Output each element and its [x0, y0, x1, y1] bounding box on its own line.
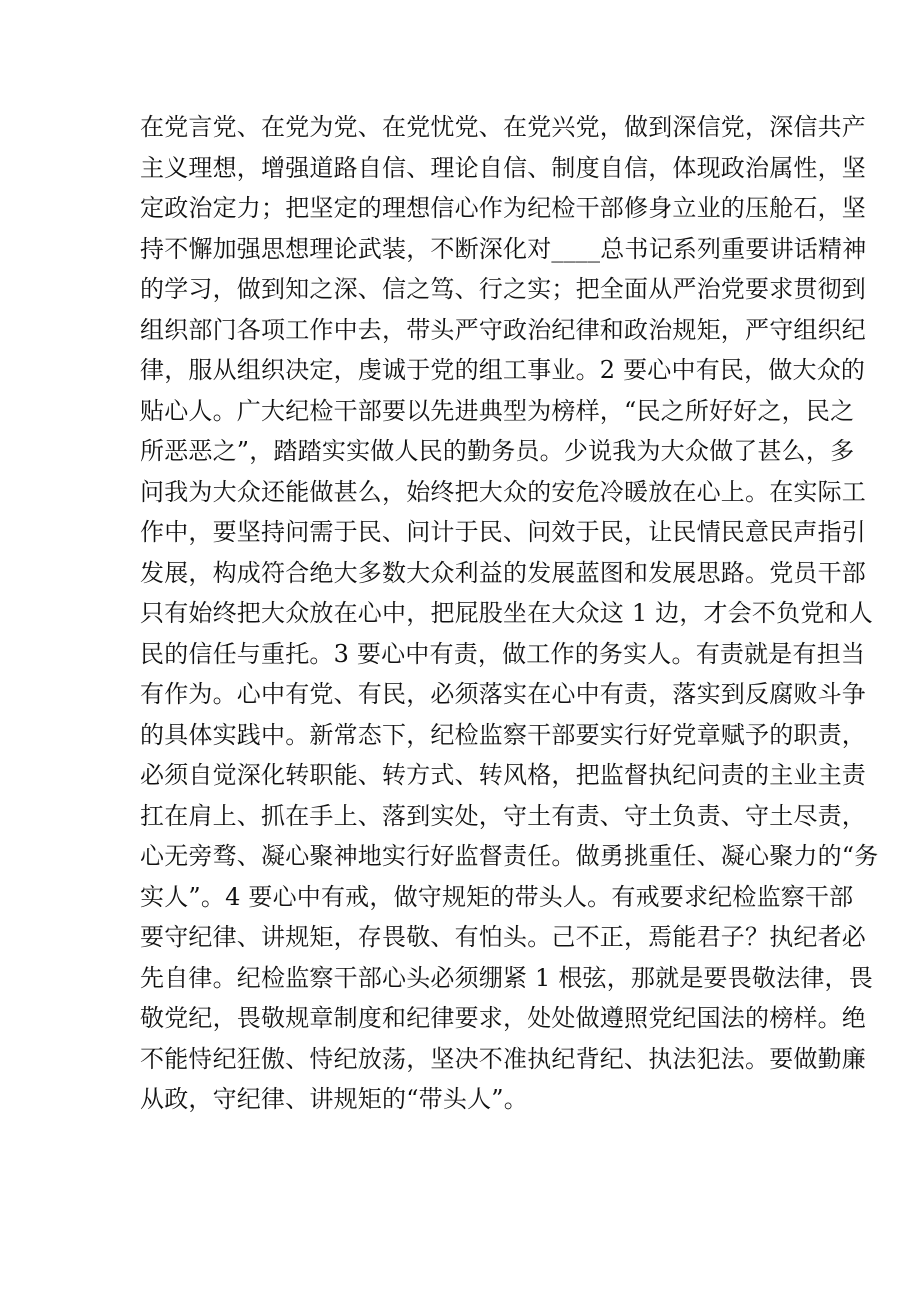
text-line: 敬党纪，畏敬规章制度和纪律要求，处处做遵照党纪国法的榜样。绝 — [140, 1004, 866, 1032]
text-line: 从政，守纪律、讲规矩的“带头人”。 — [140, 1085, 528, 1113]
text-line: 心无旁骛、凝心聚神地实行好监督责任。做勇挑重任、凝心聚力的“务 — [140, 842, 879, 870]
text-line: 民的信任与重托。3 要心中有责，做工作的务实人。有责就是有担当 — [140, 639, 866, 668]
text-line: 的具体实践中。新常态下，纪检监察干部要实行好党章赋予的职责， — [140, 720, 866, 749]
text-line: 有作为。心中有党、有民，必须落实在心中有责，落实到反腐败斗争 — [140, 680, 866, 708]
text-line: 作中，要坚持问需于民、问计于民、问效于民，让民情民意民声指引 — [140, 518, 866, 546]
text-line: 必须自觉深化转职能、转方式、转风格，把监督执纪问责的主业主责 — [140, 761, 866, 789]
text-line: 不能恃纪狂傲、恃纪放荡，坚决不准执纪背纪、执法犯法。要做勤廉 — [140, 1044, 866, 1073]
text-line: 持不懈加强思想理论武装，不断深化对____总书记系列重要讲话精神 — [140, 234, 867, 263]
text-line: 组织部门各项工作中去，带头严守政治纪律和政治规矩，严守组织纪 — [140, 315, 866, 344]
text-line: 扛在肩上、抓在手上、落到实处，守土有责、守土负责、守土尽责， — [140, 801, 866, 830]
text-line: 律，服从组织决定，虔诚于党的组工事业。2 要心中有民，做大众的 — [140, 356, 866, 384]
text-line: 定政治定力；把坚定的理想信心作为纪检干部修身立业的压舱石，坚 — [140, 194, 866, 222]
text-line: 实人”。4 要心中有戒，做守规矩的带头人。有戒要求纪检监察干部 — [140, 882, 854, 911]
text-line: 主义理想，增强道路自信、理论自信、制度自信，体现政治属性，坚 — [140, 153, 866, 182]
text-line: 要守纪律、讲规矩，存畏敬、有怕头。己不正，焉能君子？执纪者必 — [140, 923, 866, 951]
text-line: 贴心人。广大纪检干部要以先进典型为榜样，“民之所好好之，民之 — [140, 396, 855, 425]
text-line: 在党言党、在党为党、在党忧党、在党兴党，做到深信党，深信共产 — [140, 113, 866, 141]
text-line: 的学习，做到知之深、信之笃、行之实；把全面从严治党要求贯彻到 — [140, 275, 866, 303]
text-line: 发展，构成符合绝大多数大众利益的发展蓝图和发展思路。党员干部 — [140, 558, 866, 587]
body-paragraph — [140, 107, 879, 1120]
text-line: 先自律。纪检监察干部心头必须绷紧 1 根弦，那就是要畏敬法律，畏 — [140, 963, 873, 992]
text-line: 问我为大众还能做甚么，始终把大众的安危冷暖放在心上。在实际工 — [140, 477, 866, 506]
text-line: 所恶恶之”，踏踏实实做人民的勤务员。少说我为大众做了甚么，多 — [140, 437, 855, 465]
text-line: 只有始终把大众放在心中，把屁股坐在大众这 1 边，才会不负党和人 — [140, 599, 873, 627]
